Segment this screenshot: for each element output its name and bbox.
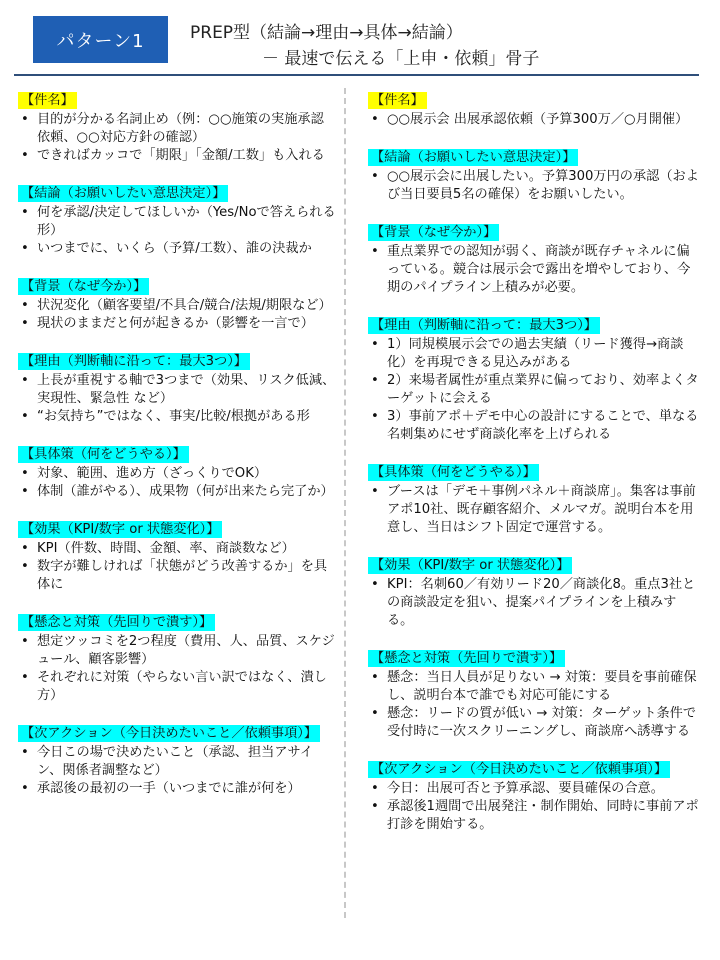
bullet-list bbox=[18, 297, 336, 333]
list-item: • 想定ツッコミを2つ程度（費用、人、品質、スケジュール、顧客影響） bbox=[18, 633, 336, 669]
section-reasons bbox=[18, 353, 336, 426]
section-conclusion bbox=[18, 185, 336, 258]
list-item: • 今日：出展可否と予算承認、要員確保の合意。 bbox=[368, 780, 700, 798]
list-item: • KPI：名刺60／有効リード20／商談化8。重点3社との商談設定を狙い、提案パイプラインを上積みする。 bbox=[368, 576, 700, 630]
list-item: • 承認後1週間で出展発注・制作開始、同時に事前アポ打診を開始する。 bbox=[368, 798, 700, 834]
list-item: • 懸念：当日人員が足りない → 対策：要員を事前確保し、説明台本で誰でも対応可能にする bbox=[368, 669, 700, 705]
list-item: • KPI（件数、時間、金額、率、商談数など） bbox=[18, 540, 336, 558]
bullet-list bbox=[368, 669, 700, 741]
section-heading: 【背景（なぜ今か）】 bbox=[18, 278, 149, 295]
list-item: • 2）来場者属性が重点業界に偏っており、効率よくターゲットに会える bbox=[368, 372, 700, 408]
bullet-list bbox=[18, 204, 336, 258]
list-item: • 1）同規模展示会での過去実績（リード獲得→商談化）を再現できる見込みがある bbox=[368, 336, 700, 372]
section-heading: 【次アクション（今日決めたいこと／依頼事項）】 bbox=[18, 725, 320, 742]
column-divider bbox=[344, 88, 346, 918]
section-background bbox=[368, 224, 700, 297]
bullet-list bbox=[18, 540, 336, 594]
bullet-list bbox=[368, 336, 700, 444]
bullet-list bbox=[368, 780, 700, 834]
section-heading: 【懸念と対策（先回りで潰す）】 bbox=[18, 614, 215, 631]
list-item: • 目的が分かる名詞止め（例：○○施策の実施承認依頼、○○対応方針の確認） bbox=[18, 111, 336, 147]
section-subject bbox=[18, 92, 336, 165]
list-item: • ブースは「デモ＋事例パネル＋商談席」。集客は事前アポ10社、既存顧客紹介、メルマガ。説明台本を用意し、当日はシフト固定で運営する。 bbox=[368, 483, 700, 537]
bullet-list bbox=[368, 483, 700, 537]
section-heading: 【懸念と対策（先回りで潰す）】 bbox=[368, 650, 565, 667]
section-heading: 【次アクション（今日決めたいこと／依頼事項）】 bbox=[368, 761, 670, 778]
bullet-list bbox=[18, 465, 336, 501]
section-background bbox=[18, 278, 336, 333]
list-item: • 数字が難しければ「状態がどう改善するか」を具体に bbox=[18, 558, 336, 594]
bullet-list bbox=[368, 576, 700, 630]
section-reasons bbox=[368, 317, 700, 444]
list-item: • それぞれに対策（やらない言い訳ではなく、潰し方） bbox=[18, 669, 336, 705]
bullet-list bbox=[18, 111, 336, 165]
section-next-actions bbox=[18, 725, 336, 798]
section-next-actions bbox=[368, 761, 700, 834]
section-subject bbox=[368, 92, 700, 129]
list-item: • 現状のままだと何が起きるか（影響を一言で） bbox=[18, 315, 336, 333]
guide-column bbox=[18, 92, 336, 818]
bullet-list bbox=[368, 111, 700, 129]
example-column bbox=[368, 92, 700, 854]
section-concerns bbox=[18, 614, 336, 705]
list-item: • 3）事前アポ＋デモ中心の設計にすることで、単なる名刺集めにせず商談化率を上げられる bbox=[368, 408, 700, 444]
list-item: • 承認後の最初の一手（いつまでに誰が何を） bbox=[18, 780, 336, 798]
bullet-list bbox=[368, 243, 700, 297]
section-heading: 【効果（KPI/数字 or 状態変化）】 bbox=[18, 521, 222, 538]
section-concerns bbox=[368, 650, 700, 741]
section-effects bbox=[18, 521, 336, 594]
section-conclusion bbox=[368, 149, 700, 204]
list-item: • できればカッコで「期限」「金額/工数」も入れる bbox=[18, 147, 336, 165]
bullet-list bbox=[18, 633, 336, 705]
list-item: • ○○展示会 出展承認依頼（予算300万／○月開催） bbox=[368, 111, 700, 129]
section-measures bbox=[368, 464, 700, 537]
list-item: • 上長が重視する軸で3つまで（効果、リスク低減、実現性、緊急性 など） bbox=[18, 372, 336, 408]
list-item: • ○○展示会に出展したい。予算300万円の承認（および当日要員5名の確保）をお願いしたい。 bbox=[368, 168, 700, 204]
header-rule bbox=[14, 74, 699, 76]
page-subtitle: － 最速で伝える「上申・依頼」骨子 bbox=[262, 49, 540, 69]
list-item: • 重点業界での認知が弱く、商談が既存チャネルに偏っている。競合は展示会で露出を増やしており、今期のパイプライン上積みが必要。 bbox=[368, 243, 700, 297]
section-heading: 【理由（判断軸に沿って：最大3つ）】 bbox=[18, 353, 250, 370]
list-item: • 体制（誰がやる）、成果物（何が出来たら完了か） bbox=[18, 483, 336, 501]
list-item: • 今日この場で決めたいこと（承認、担当アサイン、関係者調整など） bbox=[18, 744, 336, 780]
section-heading: 【効果（KPI/数字 or 状態変化）】 bbox=[368, 557, 572, 574]
list-item: • いつまでに、いくら（予算/工数）、誰の決裁か bbox=[18, 240, 336, 258]
list-item: • 状況変化（顧客要望/不具合/競合/法規/期限など） bbox=[18, 297, 336, 315]
section-heading: 【件名】 bbox=[368, 92, 427, 109]
list-item: • 懸念：リードの質が低い → 対策：ターゲット条件で受付時に一次スクリーニングし、商談席へ誘導する bbox=[368, 705, 700, 741]
section-heading: 【結論（お願いしたい意思決定）】 bbox=[18, 185, 228, 202]
section-heading: 【具体策（何をどうやる）】 bbox=[18, 446, 189, 463]
page-title: PREP型（結論→理由→具体→結論） bbox=[190, 23, 463, 43]
list-item: • 対象、範囲、進め方（ざっくりでOK） bbox=[18, 465, 336, 483]
section-heading: 【理由（判断軸に沿って：最大3つ）】 bbox=[368, 317, 600, 334]
section-heading: 【背景（なぜ今か）】 bbox=[368, 224, 499, 241]
section-heading: 【結論（お願いしたい意思決定）】 bbox=[368, 149, 578, 166]
section-effects bbox=[368, 557, 700, 630]
list-item: • 何を承認/決定してほしいか（Yes/Noで答えられる形） bbox=[18, 204, 336, 240]
section-heading: 【具体策（何をどうやる）】 bbox=[368, 464, 539, 481]
section-heading: 【件名】 bbox=[18, 92, 77, 109]
list-item: • “お気持ち”ではなく、事実/比較/根拠がある形 bbox=[18, 408, 336, 426]
bullet-list bbox=[18, 372, 336, 426]
bullet-list bbox=[18, 744, 336, 798]
pattern-badge: パターン1 bbox=[33, 16, 168, 63]
bullet-list bbox=[368, 168, 700, 204]
section-measures bbox=[18, 446, 336, 501]
